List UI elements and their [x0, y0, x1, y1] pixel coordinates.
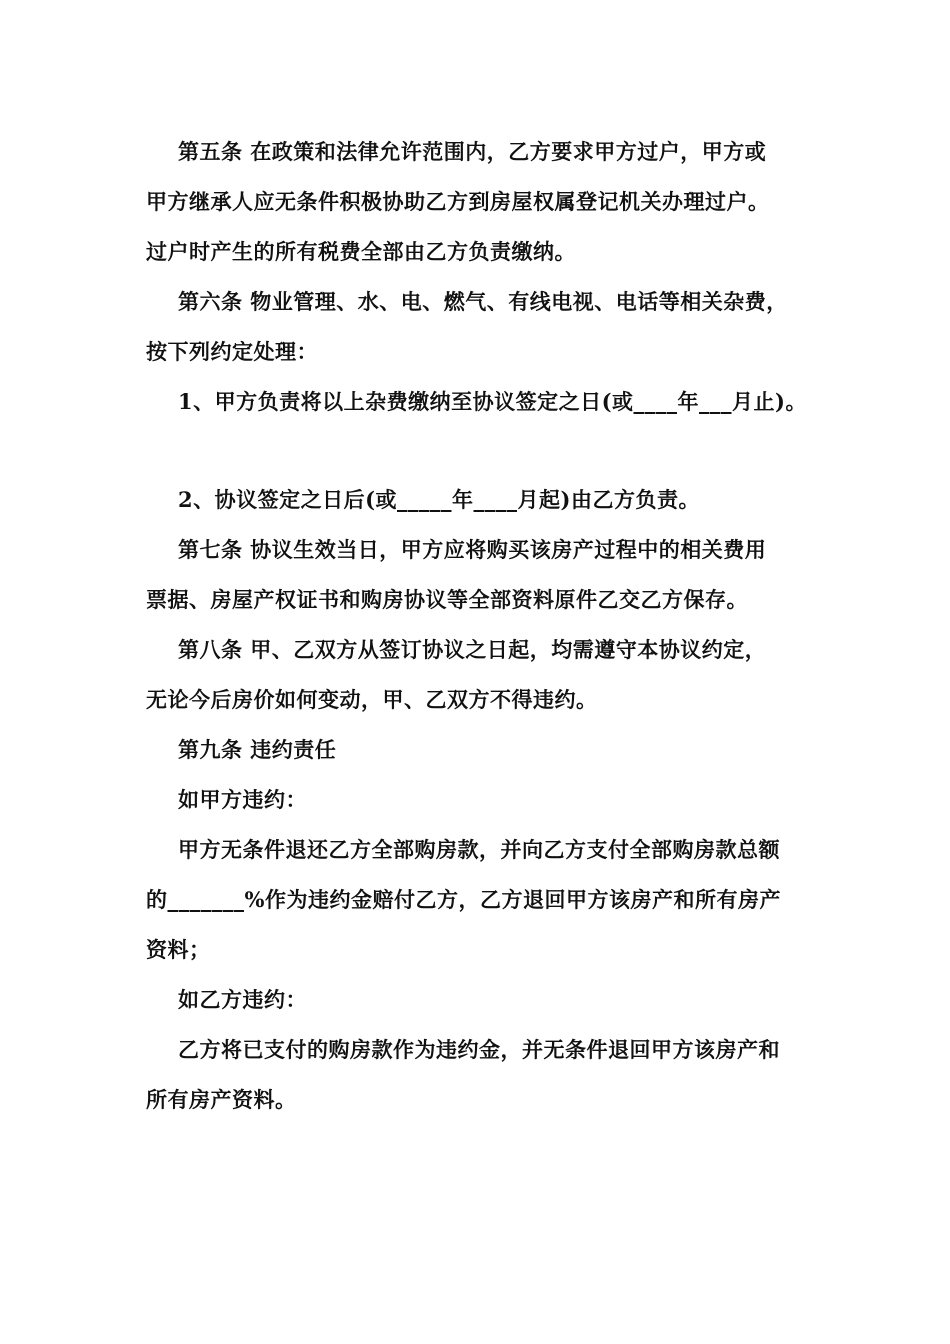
- party-b-breach-heading: 如乙方违约：: [178, 987, 307, 1012]
- article-9-heading: 第九条 违约责任: [178, 737, 337, 762]
- article-7-line-2: 票据、房屋产权证书和购房协议等全部资料原件乙交乙方保存。: [146, 587, 748, 612]
- party-b-breach-line-2: 所有房产资料。: [146, 1087, 297, 1112]
- article-6-item-2: 2、协议签定之日后(或_____年____月起)由乙方负责。: [178, 487, 700, 512]
- article-7-line-1: 第七条 协议生效当日，甲方应将购买该房产过程中的相关费用: [178, 537, 767, 562]
- party-a-breach-line-1: 甲方无条件退还乙方全部购房款，并向乙方支付全部购房款总额: [178, 837, 780, 862]
- article-6-line-2: 按下列约定处理：: [146, 339, 318, 364]
- article-6-line-1: 第六条 物业管理、水、电、燃气、有线电视、电话等相关杂费，: [178, 289, 788, 314]
- article-6-item-1: 1、甲方负责将以上杂费缴纳至协议签定之日(或____年___月止)。: [178, 389, 807, 414]
- party-a-breach-line-2: 的_______%作为违约金赔付乙方，乙方退回甲方该房产和所有房产: [146, 887, 781, 912]
- article-5-line-3: 过户时产生的所有税费全部由乙方负责缴纳。: [146, 239, 576, 264]
- party-a-breach-line-3: 资料；: [146, 937, 211, 962]
- article-5-line-1: 第五条 在政策和法律允许范围内，乙方要求甲方过户，甲方或: [178, 139, 767, 164]
- article-8-line-1: 第八条 甲、乙双方从签订协议之日起，均需遵守本协议约定，: [178, 637, 767, 662]
- party-a-breach-heading: 如甲方违约：: [178, 787, 307, 812]
- article-5-line-2: 甲方继承人应无条件积极协助乙方到房屋权属登记机关办理过户。: [146, 189, 770, 214]
- article-8-line-2: 无论今后房价如何变动，甲、乙双方不得违约。: [146, 687, 598, 712]
- party-b-breach-line-1: 乙方将已支付的购房款作为违约金，并无条件退回甲方该房产和: [178, 1037, 780, 1062]
